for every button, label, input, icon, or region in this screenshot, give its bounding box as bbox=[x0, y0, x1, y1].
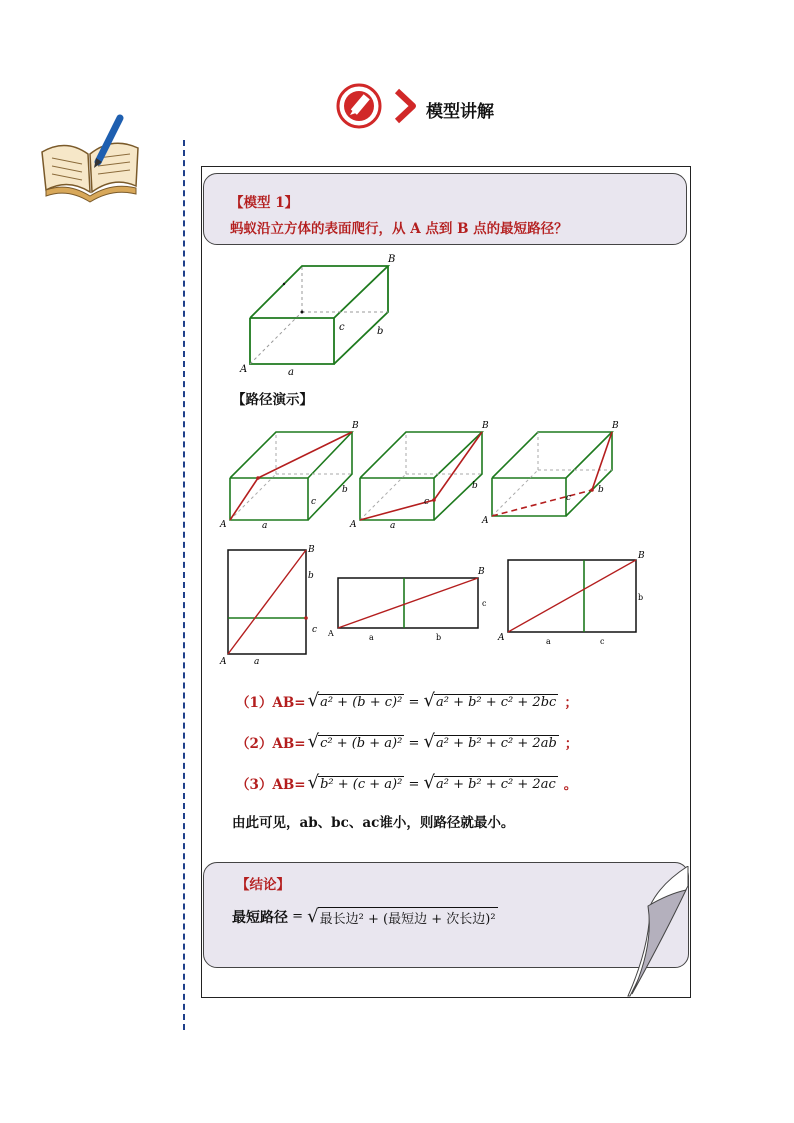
net3-c: c bbox=[600, 637, 605, 646]
demo3-c: c bbox=[566, 493, 572, 503]
net2-a: a bbox=[369, 633, 374, 642]
margin-dashed-line bbox=[183, 140, 185, 1030]
demo2-b: b bbox=[472, 481, 478, 491]
formula-3-end: 。 bbox=[563, 776, 578, 793]
demo3-B: B bbox=[612, 421, 619, 431]
demo2-a: a bbox=[390, 521, 396, 531]
net1-A: A bbox=[220, 657, 227, 667]
point-A: A bbox=[240, 364, 248, 375]
demo1-a: a bbox=[262, 521, 268, 531]
pencil-circle-icon bbox=[335, 82, 383, 130]
formula-3-right: a² + b² + c² + 2ac bbox=[435, 777, 556, 792]
net2-A: A bbox=[328, 629, 334, 638]
formula-3: （3）AB= √b² + (c + a)² = √a² + b² + c² + 2ac 。 bbox=[236, 772, 578, 793]
cuboid-figure bbox=[236, 250, 406, 380]
demo1-B: B bbox=[352, 421, 359, 431]
formula-3-label: （3）AB= bbox=[236, 776, 306, 793]
edge-c: c bbox=[339, 322, 345, 333]
net1-B: B bbox=[308, 545, 315, 555]
formula-2-end: ； bbox=[564, 735, 579, 752]
page-curl-decoration bbox=[620, 866, 692, 998]
demo1-A: A bbox=[220, 520, 227, 530]
conclusion-expr: 最长边² + (最短边 + 次长边)² bbox=[318, 907, 498, 927]
section-title: 模型讲解 bbox=[426, 102, 494, 122]
formula-1-end: ； bbox=[564, 694, 578, 711]
formula-1-label: （1）AB= bbox=[236, 694, 306, 711]
edge-b: b bbox=[377, 326, 384, 337]
path-demo-figures bbox=[218, 416, 638, 534]
net3-a: a bbox=[546, 637, 551, 646]
model-tag: 【模型 1】 bbox=[230, 195, 299, 211]
formula-1-left: a² + (b + c)² bbox=[320, 695, 403, 710]
net2-b: b bbox=[436, 633, 442, 642]
demo2-c: c bbox=[424, 497, 430, 507]
open-book-pencil-icon bbox=[36, 112, 146, 204]
formula-2-left: c² + (b + a)² bbox=[320, 736, 403, 751]
formula-1: （1）AB= √a² + (b + c)² = √a² + b² + c² + 2bc ； bbox=[236, 690, 578, 711]
observation-note: 由此可见，ab、bc、ac谁小，则路径就最小。 bbox=[232, 815, 515, 831]
edge-a: a bbox=[288, 367, 294, 378]
formula-2-right: a² + b² + c² + 2ab bbox=[435, 736, 557, 751]
demo2-A: A bbox=[350, 520, 357, 530]
net1-b: b bbox=[308, 571, 314, 581]
formula-2: （2）AB= √c² + (b + a)² = √a² + b² + c² + 2ab ； bbox=[236, 731, 579, 752]
formula-1-right: a² + b² + c² + 2bc bbox=[435, 695, 557, 710]
demo2-B: B bbox=[482, 421, 489, 431]
demo1-c: c bbox=[311, 497, 317, 507]
point-B: B bbox=[388, 254, 396, 265]
net2-c: c bbox=[482, 599, 487, 608]
net3-A: A bbox=[498, 633, 505, 643]
unfolded-nets-figure bbox=[214, 542, 654, 672]
formula-2-label: （2）AB= bbox=[236, 735, 306, 752]
net3-B: B bbox=[638, 551, 645, 561]
chevron-right-icon bbox=[393, 88, 417, 124]
conclusion-title: 【结论】 bbox=[236, 877, 290, 893]
formula-3-left: b² + (c + a)² bbox=[320, 777, 403, 792]
conclusion-lhs: 最短路径 bbox=[232, 909, 288, 926]
demo1-b: b bbox=[342, 485, 348, 495]
path-demo-label: 【路径演示】 bbox=[232, 392, 313, 408]
net2-B: B bbox=[478, 567, 485, 577]
net1-c: c bbox=[312, 625, 318, 635]
net3-b: b bbox=[638, 593, 644, 602]
model-question: 蚂蚁沿立方体的表面爬行，从 A 点到 B 点的最短路径？ bbox=[230, 221, 568, 237]
demo3-b: b bbox=[598, 485, 604, 495]
conclusion-formula: 最短路径 = √ 最长边² + (最短边 + 次长边)² bbox=[232, 906, 496, 927]
net1-a: a bbox=[254, 657, 260, 667]
demo3-A: A bbox=[482, 516, 489, 526]
